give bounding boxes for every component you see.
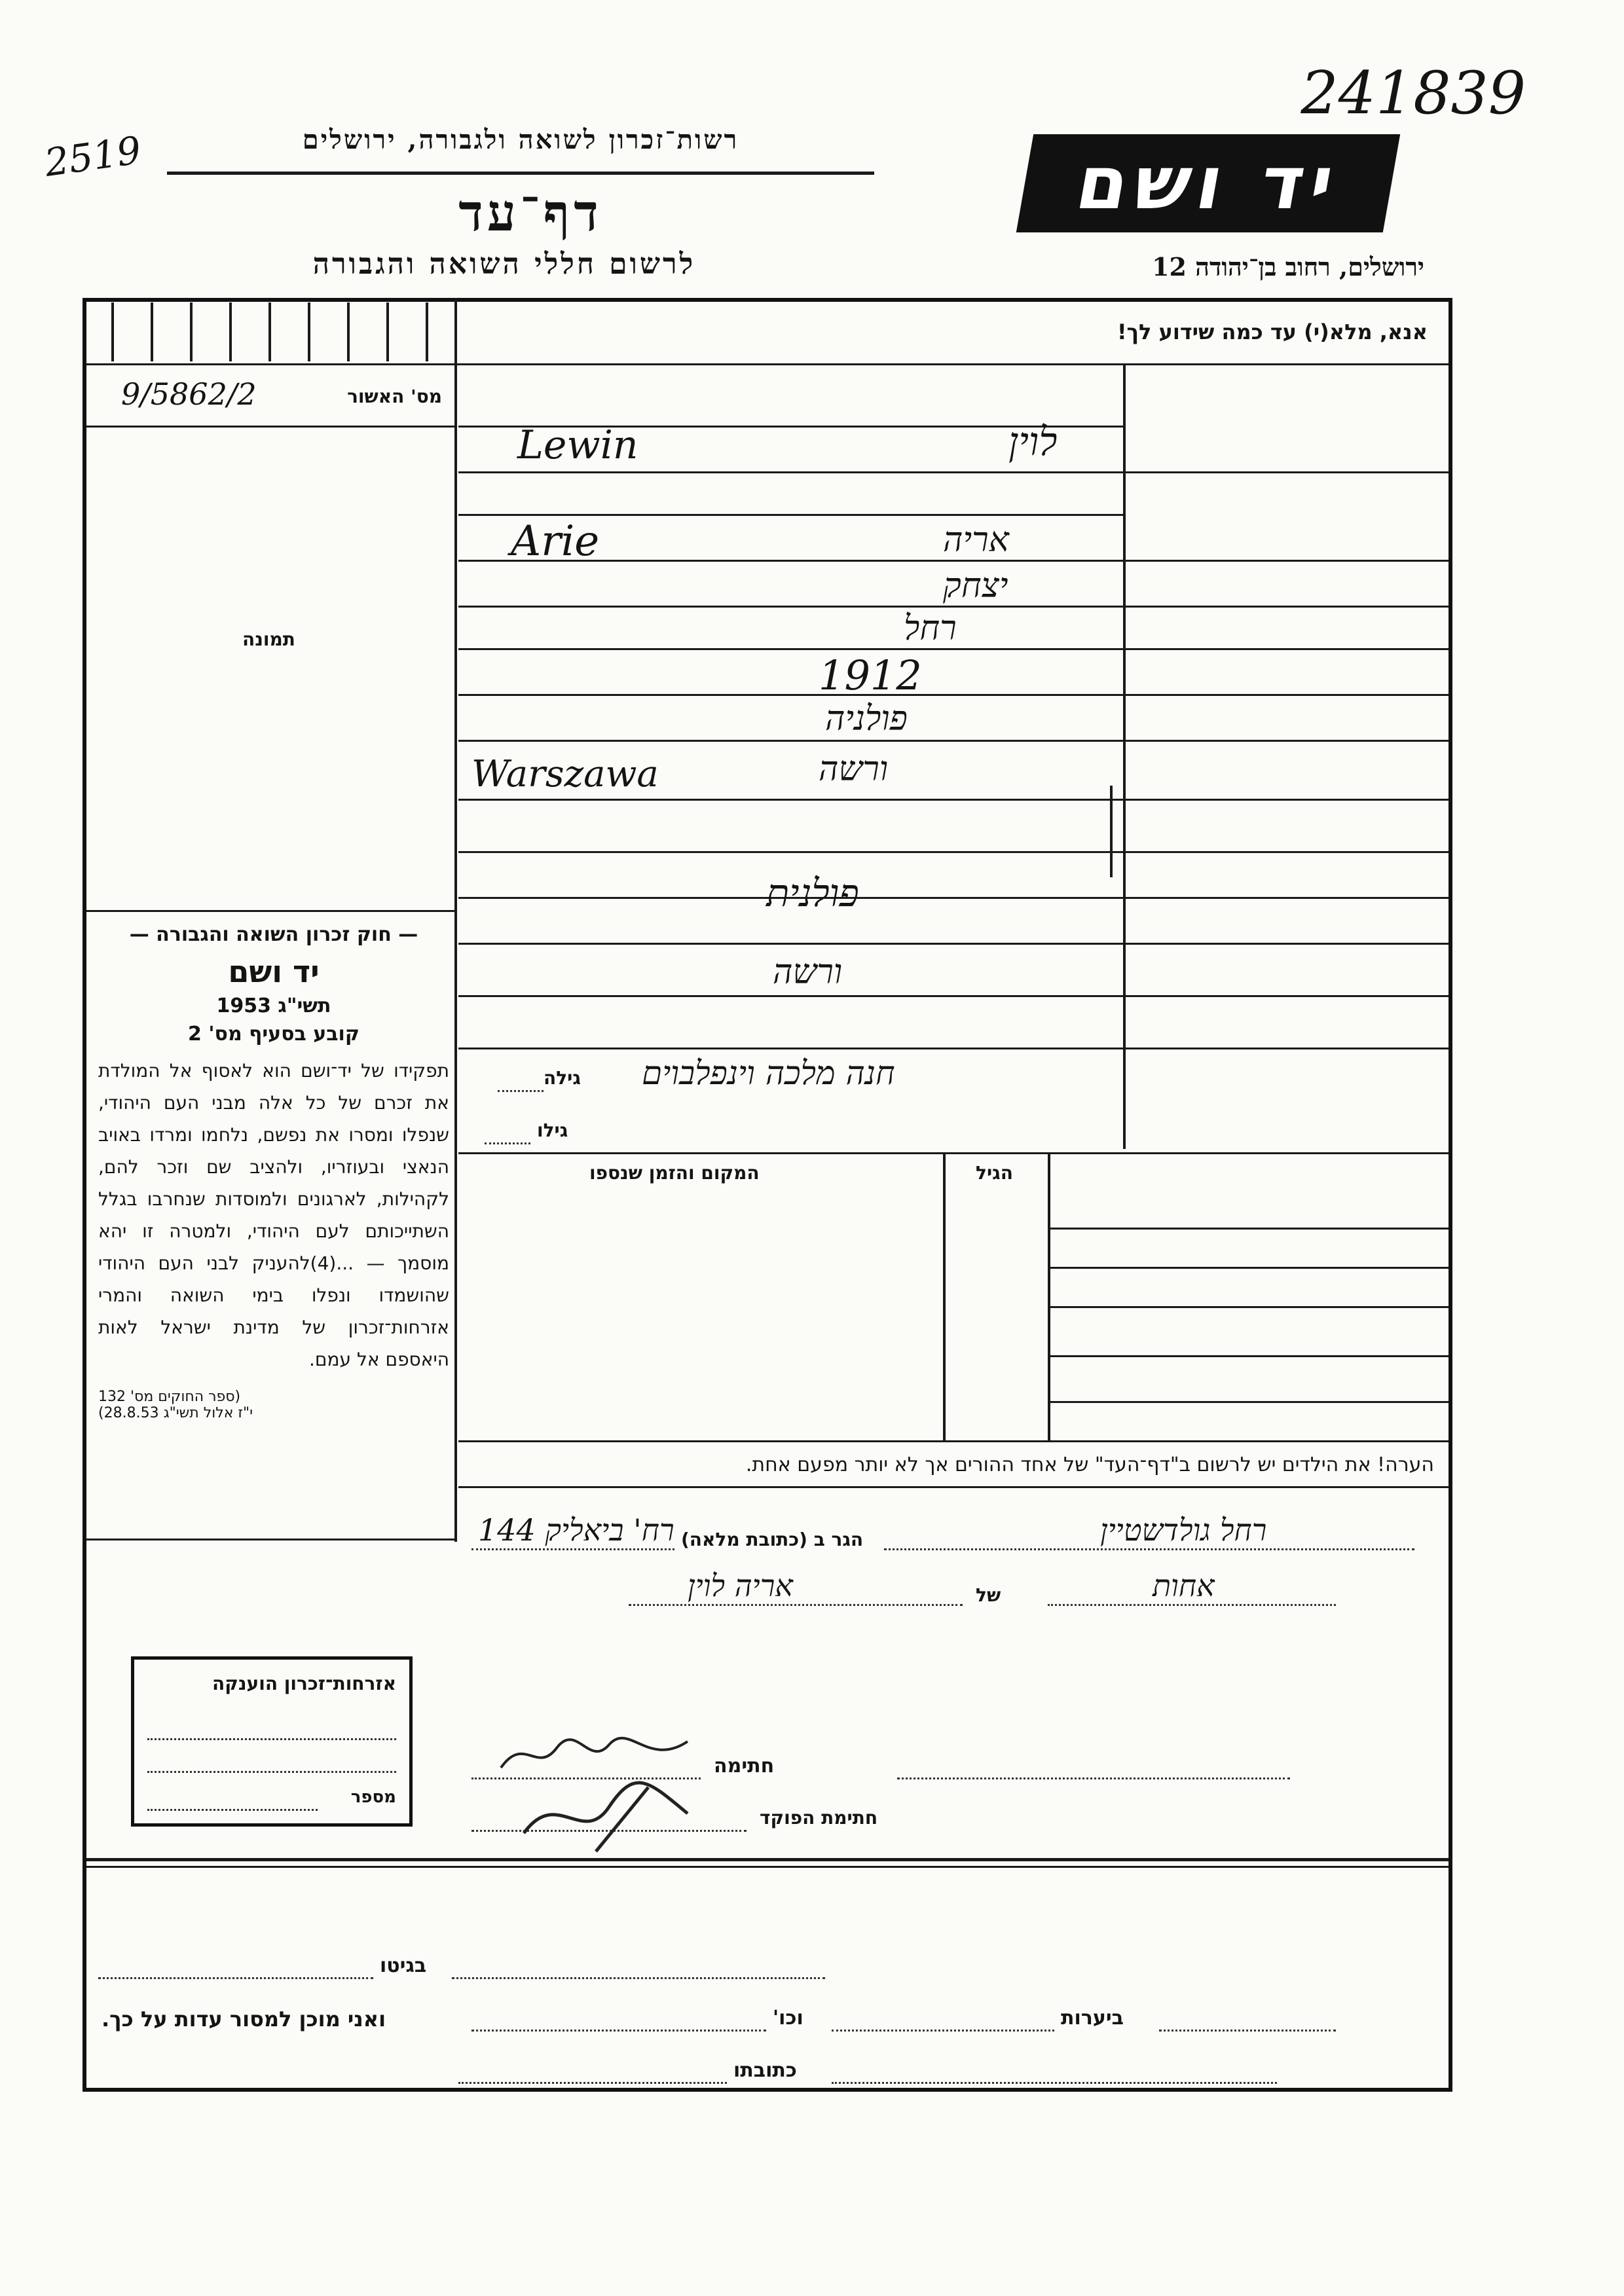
approval-value: 9/5862/2 <box>121 376 257 412</box>
citizenship-title: אזרחות־זכרון הוענקה <box>212 1673 396 1694</box>
wife-name-value: חנה מלכה וינפלבוים <box>642 1054 895 1092</box>
archive-number: 241839 <box>1301 59 1526 128</box>
children-note: הערה! את הילדים יש לרשום ב"דף־העד" של אחד ההורים אך לא יותר מפעם אחת. <box>745 1453 1434 1476</box>
witness-signature <box>498 1728 694 1781</box>
relation-value: אחות <box>1153 1568 1215 1603</box>
logo-text: יד ושם <box>1069 141 1347 226</box>
family-name-hebrew: לוין <box>1008 419 1058 465</box>
form-purpose: לרשום חללי השואה והגבורה <box>312 247 696 281</box>
law-year: תשי"ג 1953 <box>216 994 331 1017</box>
residence-latin: Warszawa <box>471 753 659 795</box>
first-name-hebrew: אריה <box>943 520 1009 560</box>
title-underline <box>167 172 874 175</box>
law-clause: קובע בסעיף מס' 2 <box>188 1023 360 1046</box>
birth-place-value: פולניה <box>825 699 908 738</box>
form-title: דף־עד <box>458 183 602 243</box>
label-column-divider <box>1123 363 1126 1149</box>
of-value: אריה לוין <box>688 1568 793 1603</box>
law-footnote-1: (ספר החוקים מס' 132 <box>98 1389 241 1405</box>
yad-vashem-logo <box>1016 134 1400 232</box>
memorial-citizenship-box <box>131 1656 413 1827</box>
photo-label: תמונה <box>242 629 295 650</box>
witness-address: רח' ביאליק 144 <box>478 1512 674 1548</box>
authority-title: רשות־זכרון לשואה ולגבורה, ירושלים <box>302 124 739 155</box>
sidebar-divider <box>454 298 457 1542</box>
approval-label: מס' האשור <box>347 386 442 407</box>
law-name: יד ושם <box>228 954 320 989</box>
official-signature <box>517 1774 727 1853</box>
sidebar-comb <box>98 302 452 361</box>
law-text: תפקידו של יד־ושם הוא לאסוף אל המולדת את זכרם של כל אלה מבני העם היהודי, שנפלו ומסרו את נפשם, נלחמו ומרדו באויב הנאצי ובעוזריו, ולהציב שם וזכר להם, לקהילות, לארגונים ולמוסדות שנחרבו בגלל השתייכותם לעם היהודי, ולמטרה זו יהא מוסמך — ...(4)להעניק לבני העם היהודי שהושמדו ונפלו בימי השואה והמרי אזרחות־זכרון של מדינת ישראל לאות היאספם אל עמם. <box>98 1060 449 1370</box>
death-place-hebrew: ורשה <box>773 953 843 992</box>
birth-date-value: 1912 <box>819 651 922 699</box>
citizenship-number-label: מספר <box>350 1787 396 1807</box>
approval-number-block <box>115 376 442 416</box>
father-name-value: יצחק <box>943 566 1008 606</box>
witness-name: רחל גולדשטיין <box>1100 1512 1267 1548</box>
residence-hebrew: ורשה <box>819 750 889 789</box>
address: ירושלים, רחוב בן־יהודה 12 <box>1152 252 1424 282</box>
mother-name-value: רחל <box>904 609 957 648</box>
margin-note: 2519 <box>41 128 144 185</box>
family-name-latin: Lewin <box>517 422 638 468</box>
law-title: — חוק זכרון השואה והגבורה — <box>129 923 418 946</box>
husband-age-label: גילו <box>537 1120 568 1141</box>
law-footnote-2: י"ז אלול תשי"ג 28.8.53) <box>98 1405 253 1421</box>
first-name-latin: Arie <box>511 517 600 566</box>
wife-age-label: גילה <box>544 1067 581 1089</box>
law-excerpt <box>98 923 449 1421</box>
nationality-value: פולנית <box>766 871 859 915</box>
intro-instruction: אנא, מלא(י) עד כמה שידוע לך! <box>1116 319 1428 344</box>
